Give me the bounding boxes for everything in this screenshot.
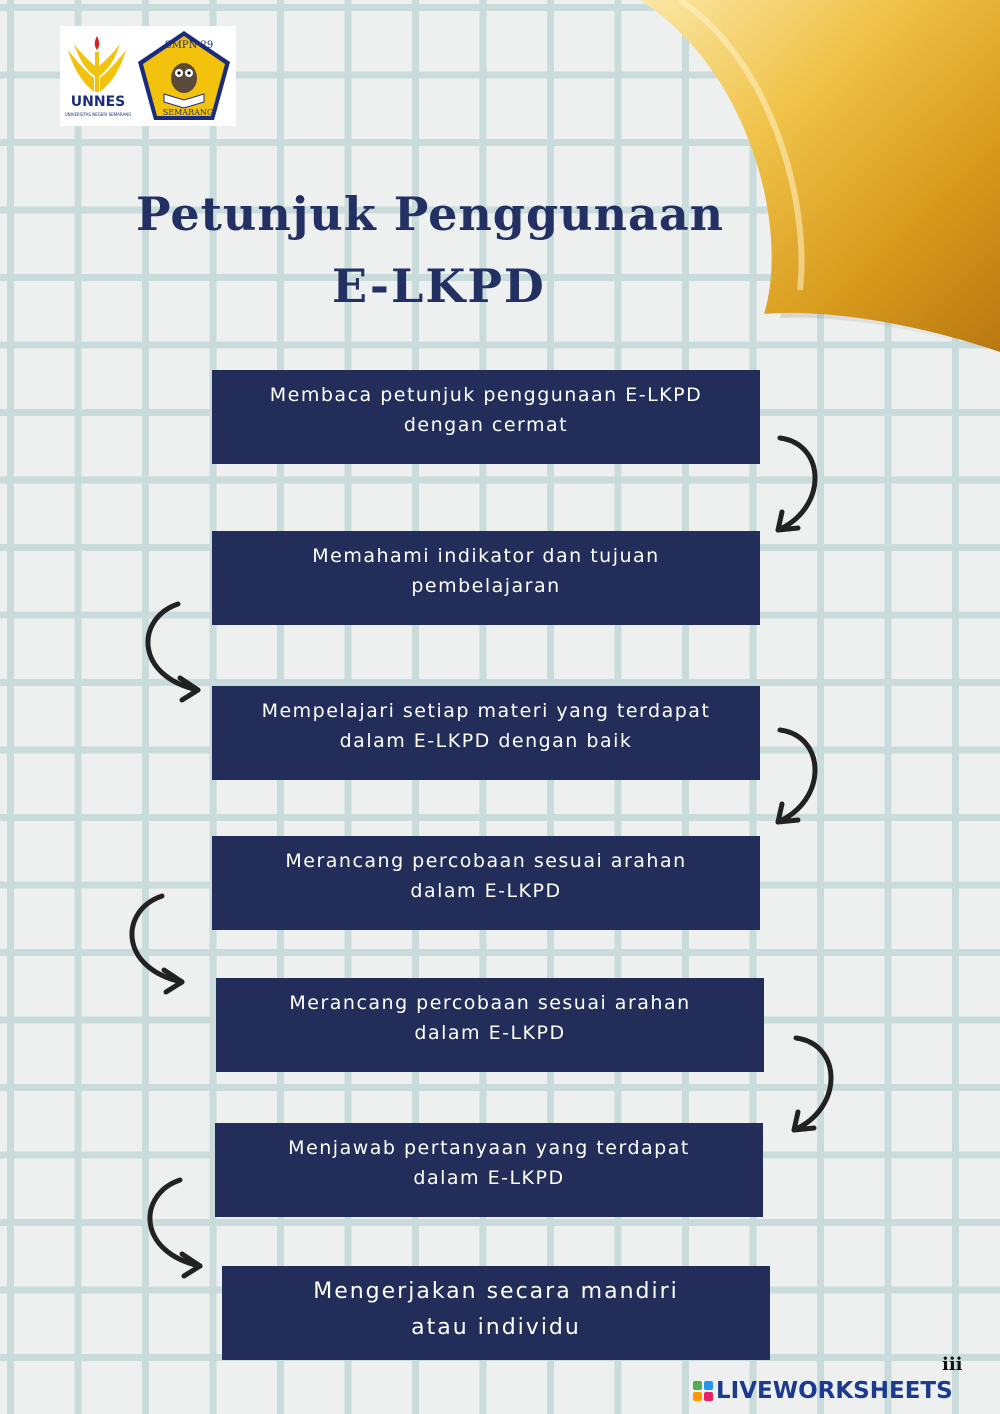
unnes-logo-text: UNNES <box>70 94 126 110</box>
curved-arrow-icon <box>120 888 196 1000</box>
page-title-line-2: E-LKPD <box>332 259 546 313</box>
curved-arrow-icon <box>766 722 836 834</box>
liveworksheets-logo-icon <box>692 1380 714 1402</box>
curved-arrow-icon <box>138 1172 214 1284</box>
step-text: Mempelajari setiap materi yang terdapat dalam E-LKPD dengan baik <box>261 700 711 752</box>
step-box-2 <box>212 531 760 625</box>
curved-arrow-icon <box>136 596 212 708</box>
step-box-1 <box>212 370 760 464</box>
unnes-logo-subtext: UNIVERSITAS NEGERI SEMARANG <box>64 112 132 117</box>
step-box-5 <box>216 978 764 1072</box>
step-text: Mengerjakan secara mandiri atau individu <box>313 1279 679 1340</box>
step-text: Merancang percobaan sesuai arahan dalam E-LKPD <box>285 850 687 902</box>
page-title-line-1: Petunjuk Penggunaan <box>136 187 725 241</box>
curved-arrow-icon <box>766 430 836 542</box>
step-text: Memahami indikator dan tujuan pembelajaran <box>312 545 660 597</box>
page-curl-decoration <box>640 0 1000 360</box>
step-box-3 <box>212 686 760 780</box>
step-box-4 <box>212 836 760 930</box>
step-text: Merancang percobaan sesuai arahan dalam E-LKPD <box>289 992 691 1044</box>
step-box-6 <box>215 1123 763 1217</box>
step-text: Menjawab pertanyaan yang terdapat dalam E-LKPD <box>288 1137 690 1189</box>
smp-logo-bottom-text: SEMARANG <box>162 108 214 117</box>
page-number: iii <box>942 1354 963 1375</box>
logos <box>60 26 236 126</box>
liveworksheets-brand[interactable] <box>692 1376 953 1406</box>
liveworksheets-brand-text: LIVEWORKSHEETS <box>716 1378 953 1404</box>
smp-logo-top-text: SMPN 29 <box>164 40 214 51</box>
step-box-7 <box>222 1266 770 1360</box>
step-text: Membaca petunjuk penggunaan E-LKPD dengan cermat <box>269 384 703 436</box>
curved-arrow-icon <box>782 1030 852 1142</box>
